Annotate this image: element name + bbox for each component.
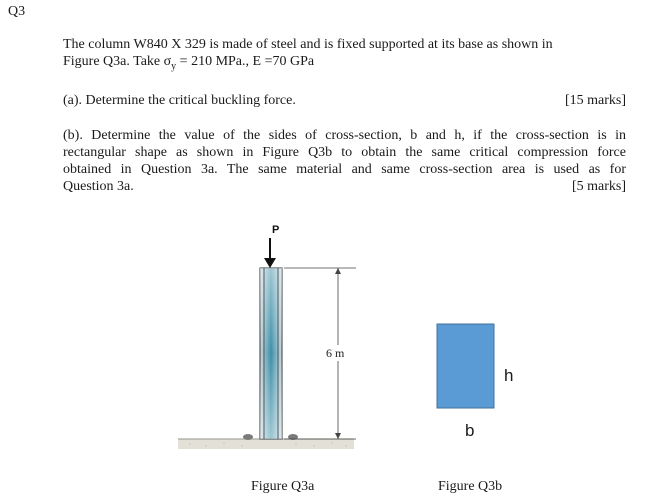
load-label: P: [272, 224, 280, 236]
ground-base: [178, 439, 354, 449]
part-b-line-1: (b). Determine the value of the sides of cross-section, b and h, if the cross-section is in: [63, 128, 626, 143]
part-b-line-3: obtained in Question 3a. The same material and same cross-section area is used as for: [63, 162, 626, 177]
part-b-line-2: rectangular shape as shown in Figure Q3b to obtain the same critical compression force: [63, 145, 626, 160]
part-b-line-4: Question 3a.: [63, 179, 134, 194]
part-a-marks: [15 marks]: [564, 93, 626, 108]
figure-q3b-diagram: [430, 318, 540, 448]
figure-q3a-caption: Figure Q3a: [251, 479, 315, 494]
steel-column: [260, 268, 282, 439]
width-label: b: [465, 421, 475, 440]
sigma-subscript: y: [171, 60, 177, 72]
load-arrow-icon: [264, 238, 276, 268]
intro-line-1: [63, 36, 626, 53]
part-a-text: (a). Determine the critical buckling force.: [63, 93, 296, 108]
part-b-marks: [5 marks]: [571, 179, 626, 194]
figure-q3a-diagram: [176, 220, 376, 455]
question-intro: [63, 36, 626, 75]
part-a: [63, 92, 626, 109]
intro-line-2: [63, 53, 626, 75]
cross-section-rectangle: [430, 318, 540, 448]
intro-line-2-a: Figure Q3a. Take σ: [63, 54, 172, 69]
intro-line-2-b: = 210 MPa., E =70 GPa: [176, 54, 315, 69]
question-number: Q3: [8, 4, 26, 19]
height-label: h: [504, 366, 514, 385]
intro-line-1-text: The column W840 X 329 is made of steel and is fixed supported at its base as shown in: [63, 37, 553, 52]
figure-q3b-caption: Figure Q3b: [438, 479, 503, 494]
length-label: 6 m: [326, 346, 345, 360]
part-b: [63, 127, 626, 195]
